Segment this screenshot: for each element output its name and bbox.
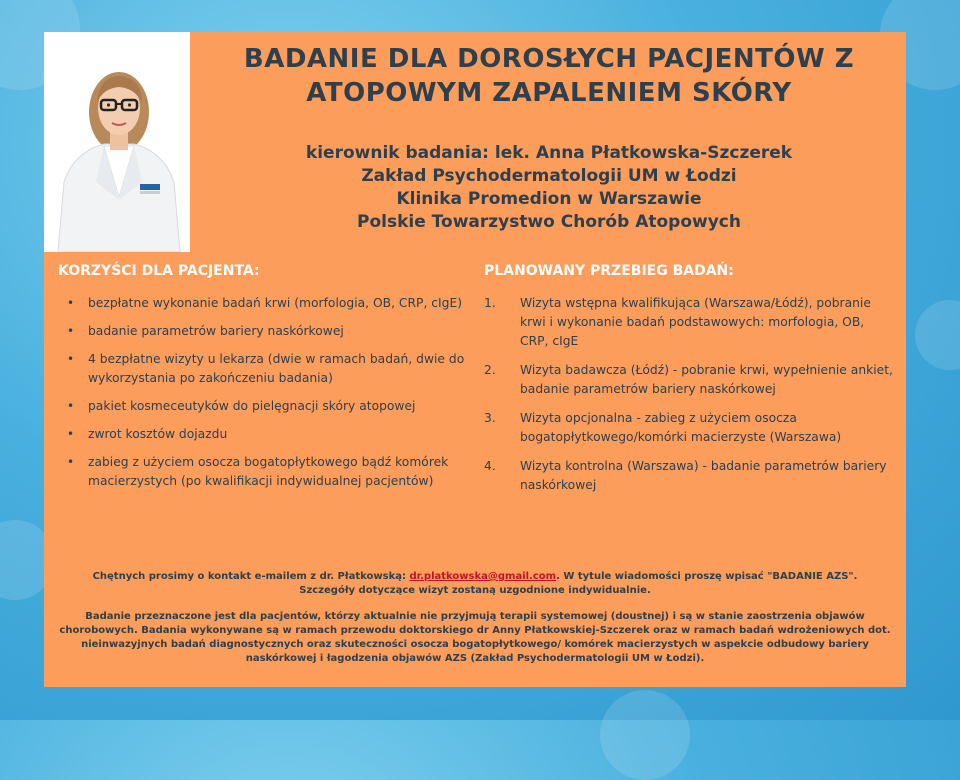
study-info-paragraph: Badanie przeznaczone jest dla pacjentów, którzy aktualnie nie przyjmują terapii systemowej (doustnej) i są w stanie zaostrzenia objawów chorobowych. Badania wykonywane są w ramach przewodu doktorskiego dr Anny Płatkowskiej-Szczerek oraz w ramach badań wdrożeniowych dot. nieinwazyjnych badań diagnostycznych oraz skuteczności osocza bogatopłytkowego/ komórek macierzystych w aspekcie odbudowy bariery naskórkowej i łagodzenia objawów AZS (Zakład Psychodermatologii UM w Łodzi). bbox=[59, 611, 891, 664]
contact-note: Chętnych prosimy o kontakt e-mailem z dr. Płatkowską: dr.platkowska@gmail.com. W tytule wiadomości proszę wpisać "BADANIE AZS". Szczegóły dotyczące wizyt zostaną uzgodnione indywidualnie. bbox=[92, 571, 858, 596]
subtitle-line: Klinika Promedion w Warszawie bbox=[396, 189, 702, 209]
page-title: BADANIE DLA DOROSŁYCH PACJENTÓW Z ATOPOWYM ZAPALENIEM SKÓRY bbox=[243, 44, 855, 108]
slide bbox=[44, 32, 906, 687]
bullet-icon: • bbox=[67, 324, 75, 338]
list-item: • pakiet kosmeceutyków do pielęgnacji skóry atopowej bbox=[58, 397, 468, 416]
list-item: • zwrot kosztów dojazdu bbox=[58, 425, 468, 444]
bullet-icon: • bbox=[67, 399, 75, 413]
subtitle-line: kierownik badania: lek. Anna Płatkowska-Szczerek bbox=[305, 143, 793, 163]
bullet-icon: • bbox=[67, 296, 75, 310]
list-item: • 4 bezpłatne wizyty u lekarza (dwie w ramach badań, dwie do wykorzystania po zakończeniu badania) bbox=[67, 352, 465, 385]
bullet-icon: • bbox=[67, 455, 75, 469]
subtitle-line: Polskie Towarzystwo Chorób Atopowych bbox=[357, 212, 741, 232]
plan-heading: PLANOWANY PRZEBIEG BADAŃ: bbox=[484, 263, 734, 279]
list-item: 2. Wizyta badawcza (Łódź) - pobranie krwi, wypełnienie ankiet, badanie parametrów bariery naskórkowej bbox=[484, 363, 893, 396]
list-item: • zabieg z użyciem osocza bogatopłytkowego bądź komórek macierzystych (po kwalifikacji indywidualnej pacjentów) bbox=[67, 455, 449, 488]
benefits-heading: KORZYŚCI DLA PACJENTA: bbox=[58, 263, 260, 279]
subtitle-line: Zakład Psychodermatologii UM w Łodzi bbox=[361, 166, 737, 186]
benefits-list bbox=[58, 294, 468, 500]
bullet-icon: • bbox=[67, 427, 75, 441]
plan-steps-list bbox=[484, 294, 894, 505]
list-item: 1. Wizyta wstępna kwalifikująca (Warszawa/Łódź), pobranie krwi i wykonanie badań podstawowych: morfologia, OB, CRP, cIgE bbox=[484, 296, 871, 348]
doctor-portrait-image bbox=[44, 32, 190, 252]
doctor-photo bbox=[44, 32, 190, 252]
list-item: • bezpłatne wykonanie badań krwi (morfologia, OB, CRP, cIgE) bbox=[58, 294, 468, 313]
step-number: 4. bbox=[484, 459, 496, 473]
list-item: • badanie parametrów bariery naskórkowej bbox=[58, 322, 468, 341]
list-item: 3. Wizyta opcjonalna - zabieg z użyciem osocza bogatopłytkowego/komórki macierzyste (Warszawa) bbox=[484, 411, 842, 444]
step-number: 1. bbox=[484, 296, 496, 310]
background-bubble bbox=[600, 690, 690, 780]
step-number: 3. bbox=[484, 411, 496, 425]
step-number: 2. bbox=[484, 363, 496, 377]
email-link[interactable]: dr.platkowska@gmail.com bbox=[409, 571, 557, 582]
list-item: 4. Wizyta kontrolna (Warszawa) - badanie parametrów bariery naskórkowej bbox=[484, 459, 887, 492]
study-leader-info bbox=[194, 142, 904, 234]
background-bubble bbox=[915, 300, 960, 370]
bullet-icon: • bbox=[67, 352, 75, 366]
